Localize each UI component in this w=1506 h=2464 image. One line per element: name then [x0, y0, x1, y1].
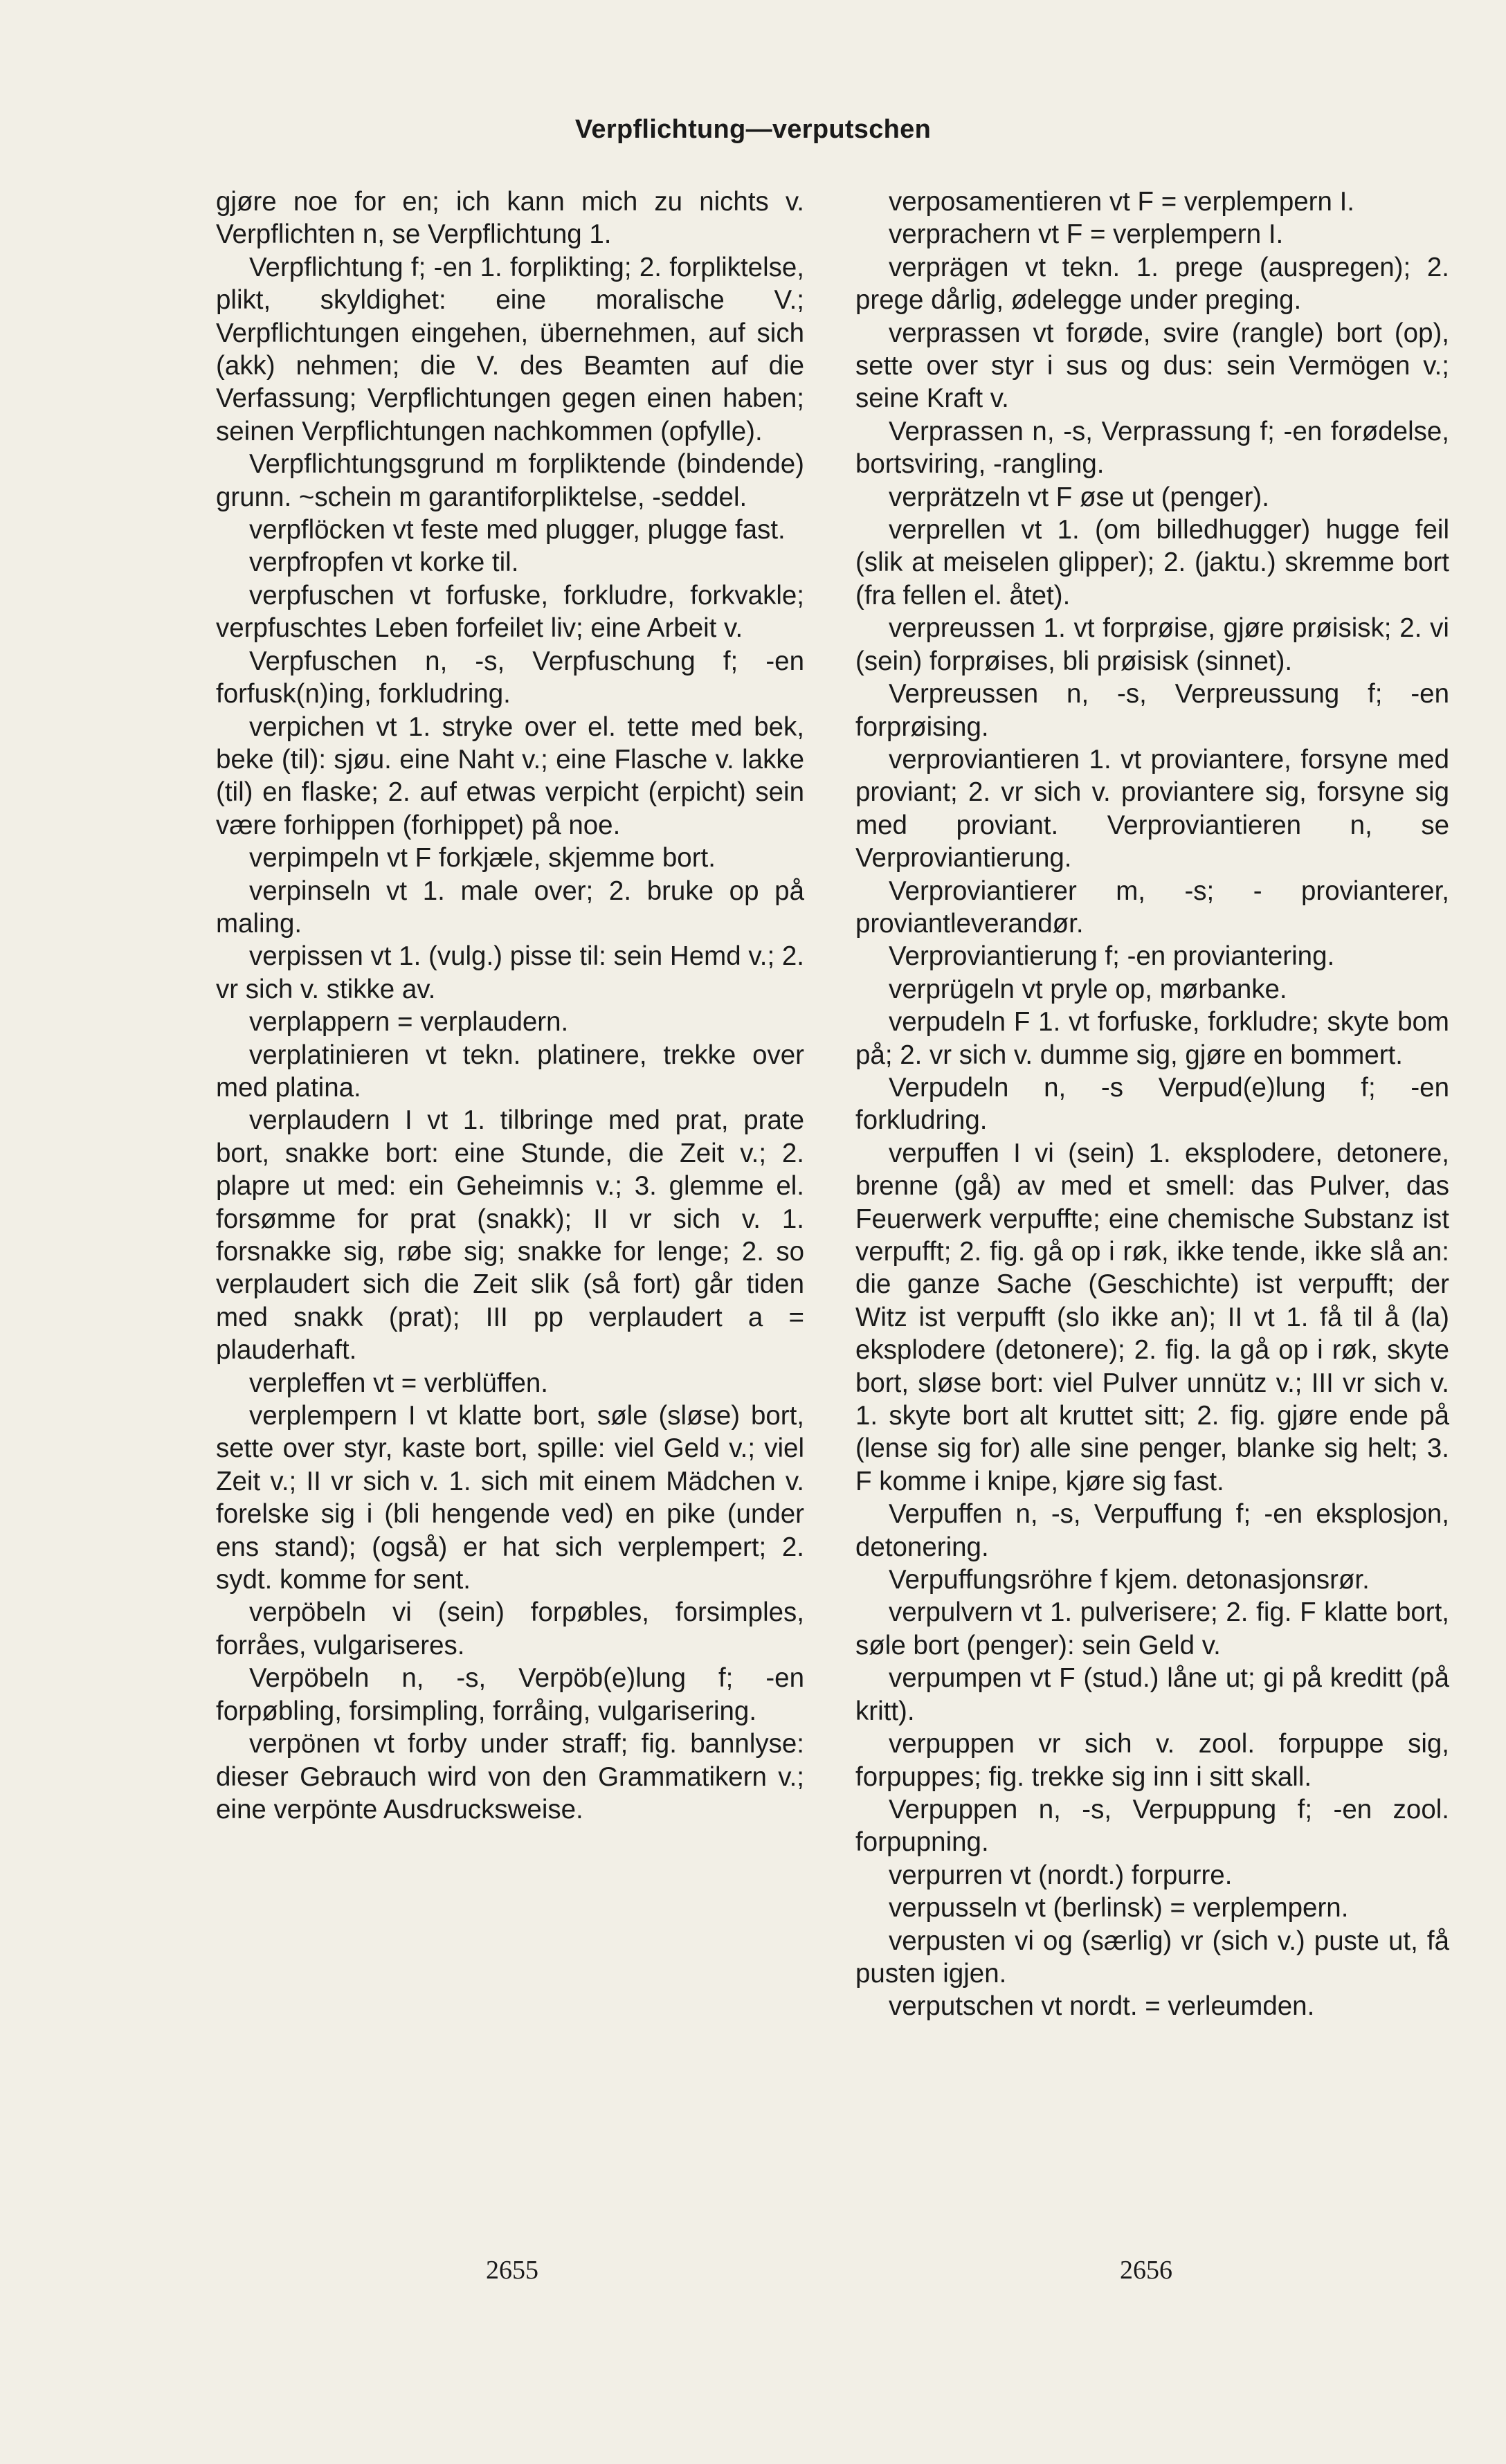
dictionary-entry: verpreussen 1. vt forprøise, gjøre prøisisk; 2. vi (sein) forprøises, bli prøisisk (sinnet). [855, 613, 1449, 676]
dictionary-entry: verposamentieren vt F = verplempern I. [889, 187, 1354, 217]
dictionary-entry: verpimpeln vt F forkjæle, skjemme bort. [249, 843, 716, 873]
right-column [855, 185, 1449, 2023]
dictionary-entry: verpleffen vt = verblüffen. [249, 1368, 548, 1398]
dictionary-entry: Verpuffen n, -s, Verpuffung f; -en eksplosjon, detonering. [855, 1499, 1449, 1562]
dictionary-entry: verpuffen I vi (sein) 1. eksplodere, detonere, brenne (gå) av med et smell: das Pulver, das Feuerwerk verpuffte; eine chemische Substanz ist verpufft; 2. fig. gå op i røk, ikke tende, ikke slå an: die ganze Sache (Geschichte) ist verpufft; der Witz ist verpufft (slo ikke an); II vt 1. få til å (la) eksplodere (detonere); 2. fig. la gå op i røk, skyte bort, sløse bort: viel Pulver unnütz v.; III vr sich v. 1. skyte bort alt kruttet sitt; 2. fig. gjøre ende på (lense sig for) alle sine penger, blanke sig helt; 3. F komme i knipe, kjøre sig fast. [855, 1138, 1449, 1496]
dictionary-entry: verpusten vi og (særlig) vr (sich v.) puste ut, få pusten igjen. [855, 1926, 1449, 1989]
dictionary-entry: verpflöcken vt feste med plugger, plugge fast. [249, 515, 786, 545]
dictionary-entry: Verpuffungsröhre f kjem. detonasjonsrør. [889, 1565, 1370, 1595]
dictionary-entry: verpfropfen vt korke til. [249, 547, 519, 578]
dictionary-entry: verpöbeln vi (sein) forpøbles, forsimples, forråes, vulgariseres. [216, 1597, 804, 1660]
dictionary-entry: verprachern vt F = verplempern I. [889, 219, 1284, 250]
dictionary-entry: verplaudern I vt 1. tilbringe med prat, prate bort, snakke bort: eine Stunde, die Zeit v.; 2. plapre ut med: ein Geheimnis v.; 3. glemme el. forsømme for prat (snakk); II vr sich v. 1. forsnakke sig, røbe sig; snakke for lenge; 2. so verplaudert sich die Zeit slik (så fort) går tiden med snakk (prat); III pp verplaudert a = plauderhaft. [216, 1105, 804, 1366]
dictionary-entry: verprägen vt tekn. 1. prege (auspregen); 2. prege dårlig, ødelegge under preging. [855, 252, 1449, 316]
dictionary-entry: verpissen vt 1. (vulg.) pisse til: sein Hemd v.; 2. vr sich v. stikke av. [216, 941, 804, 1004]
dictionary-entry: Verpfuschen n, -s, Verpfuschung f; -en forfusk(n)ing, forkludring. [216, 646, 804, 709]
dictionary-entry: Verpflichtung f; -en 1. forplikting; 2. forpliktelse, plikt, skyldighet: eine moralische V.; Verpflichtungen eingehen, übernehmen, auf sich (akk) nehmen; die V. des Beamten auf die Verfassung; Verpflichtungen gegen einen haben; seinen Verpflichtungen nachkommen (opfylle). [216, 252, 804, 446]
dictionary-entry: verproviantieren 1. vt proviantere, forsyne med proviant; 2. vr sich v. proviantere sig, forsyne sig med proviant. Verproviantieren n, se Verproviantierung. [855, 744, 1449, 873]
dictionary-entry: gjøre noe for en; ich kann mich zu nichts v. Verpflichten n, se Verpflichtung 1. [216, 187, 804, 250]
left-column [216, 185, 804, 1826]
dictionary-entry: verpudeln F 1. vt forfuske, forkludre; skyte bom på; 2. vr sich v. dumme sig, gjøre en bommert. [855, 1007, 1449, 1070]
dictionary-entry: verpulvern vt 1. pulverisere; 2. fig. F klatte bort, søle bort (penger): sein Geld v. [855, 1597, 1449, 1660]
page-number-right: 2656 [1120, 2256, 1172, 2285]
dictionary-entry: verprellen vt 1. (om billedhugger) hugge feil (slik at meiselen glipper); 2. (jaktu.) skremme bort (fra fellen el. åtet). [855, 515, 1449, 610]
dictionary-entry: Verprassen n, -s, Verprassung f; -en forødelse, bortsviring, -rangling. [855, 416, 1449, 480]
dictionary-entry: Verpuppen n, -s, Verpuppung f; -en zool. forpupning. [855, 1794, 1449, 1858]
dictionary-entry: verprügeln vt pryle op, mørbanke. [889, 974, 1287, 1004]
dictionary-entry: verplatinieren vt tekn. platinere, trekke over med platina. [216, 1040, 804, 1103]
dictionary-entry: Verpöbeln n, -s, Verpöb(e)lung f; -en forpøbling, forsimpling, forråing, vulgarisering. [216, 1663, 804, 1726]
dictionary-entry: verpichen vt 1. stryke over el. tette med bek, beke (til): sjøu. eine Naht v.; eine Flasche v. lakke (til) en flaske; 2. auf etwas verpicht (erpicht) sein være forhippen (forhippet) på noe. [216, 712, 804, 840]
dictionary-entry: verpusseln vt (berlinsk) = verplempern. [889, 1893, 1349, 1923]
dictionary-entry: verplempern I vt klatte bort, søle (sløse) bort, sette over styr, kaste bort, spille: viel Geld v.; viel Zeit v.; II vr sich v. 1. sich mit einem Mädchen v. forelske sig i (bli hengende ved) en pike (under ens stand); (også) er hat sich verplempert; 2. sydt. komme for sent. [216, 1401, 804, 1595]
dictionary-entry: verprassen vt forøde, svire (rangle) bort (op), sette over styr i sus og dus: sein Vermögen v.; seine Kraft v. [855, 318, 1449, 414]
dictionary-entry: Verproviantierer m, -s; - provianterer, proviantleverandør. [855, 876, 1449, 939]
dictionary-entry: Verproviantierung f; -en proviantering. [889, 941, 1335, 972]
running-header: Verpflichtung—verputschen [574, 115, 932, 144]
dictionary-entry: verpumpen vt F (stud.) låne ut; gi på kreditt (på kritt). [855, 1663, 1449, 1726]
dictionary-entry: verprätzeln vt F øse ut (penger). [889, 482, 1269, 512]
dictionary-entry: Verpflichtungsgrund m forpliktende (bindende) grunn. ~schein m garantiforpliktelse, -seddel. [216, 449, 804, 512]
dictionary-entry: Verpudeln n, -s Verpud(e)lung f; -en forkludring. [855, 1072, 1449, 1136]
dictionary-entry: verputschen vt nordt. = verleumden. [889, 1991, 1315, 2022]
dictionary-entry: verpinseln vt 1. male over; 2. bruke op på maling. [216, 876, 804, 939]
dictionary-entry: verpönen vt forby under straff; fig. bannlyse: dieser Gebrauch wird von den Grammatikern v.; eine verpönte Ausdrucksweise. [216, 1729, 804, 1824]
dictionary-entry: verpfuschen vt forfuske, forkludre, forkvakle; verpfuschtes Leben forfeilet liv; eine Arbeit v. [216, 580, 804, 644]
dictionary-entry: Verpreussen n, -s, Verpreussung f; -en forprøising. [855, 679, 1449, 742]
dictionary-entry: verpuppen vr sich v. zool. forpuppe sig, forpuppes; fig. trekke sig inn i sitt skall. [855, 1729, 1449, 1792]
page-number-left: 2655 [486, 2256, 538, 2285]
dictionary-entry: verpurren vt (nordt.) forpurre. [889, 1860, 1233, 1890]
dictionary-entry: verplappern = verplaudern. [249, 1007, 569, 1038]
